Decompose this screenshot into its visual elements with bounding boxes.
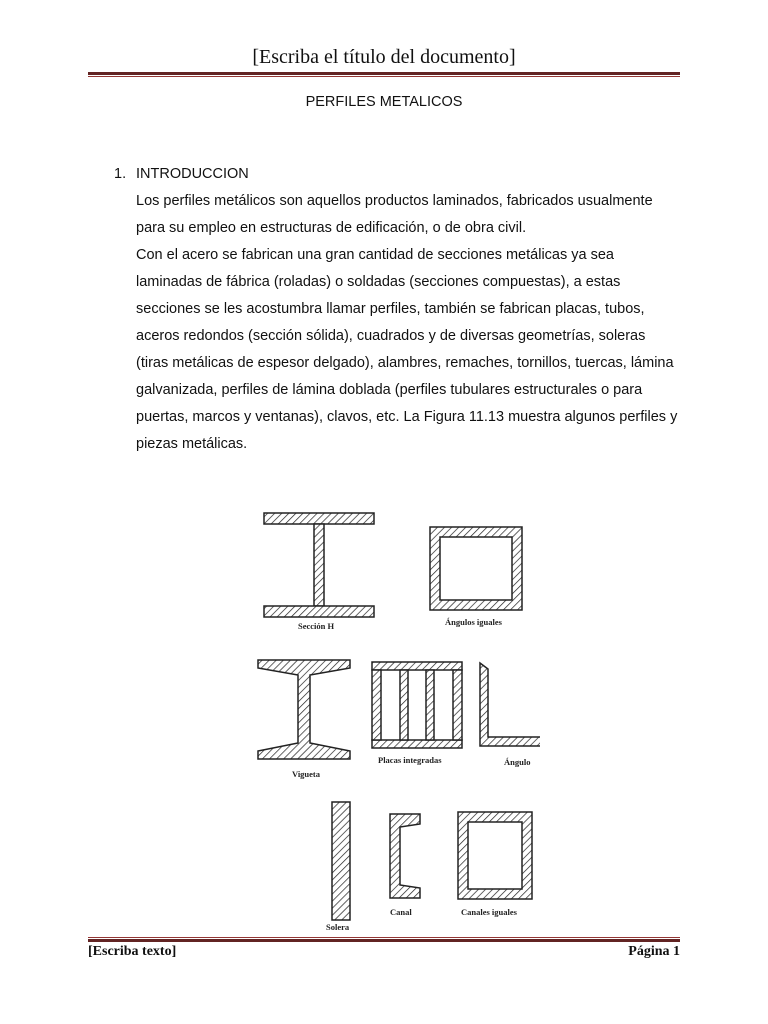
caption-placas-integradas: Placas integradas: [378, 755, 442, 765]
caption-angulo: Ángulo: [504, 757, 531, 767]
seccion-h-shape: [264, 513, 374, 617]
footer-text: [Escriba texto]: [88, 944, 177, 959]
solera-shape: [332, 802, 350, 920]
angulo-shape: [480, 663, 540, 746]
section-number: 1.: [114, 166, 127, 182]
caption-seccion-h: Sección H: [298, 621, 335, 631]
body-text: [136, 188, 680, 458]
caption-vigueta: Vigueta: [292, 769, 321, 779]
canales-iguales-shape: [458, 812, 532, 899]
paragraph-2: Con el acero se fabrican una gran cantidad de secciones metálicas ya sea laminadas de fábrica (roladas) o soldadas (secciones compuestas), a estas secciones se les acostumbra llamar perfiles, también se fabrican placas, tubos, aceros redondos (sección sólida), cuadrados y de diversas geometrías, soleras (tiras metálicas de espesor delgado), alambres, remaches, tornillos, tuercas, lámina galvanizada, perfiles de lámina doblada (perfiles tubulares estructurales o para puertas, marcos y ventanas), clavos, etc. La Figura 11.13 muestra algunos perfiles y piezas metálicas.: [136, 247, 678, 452]
caption-angulos-iguales: Ángulos iguales: [445, 617, 502, 627]
footer-rule-bottom: [88, 939, 680, 942]
header-rule-top: [88, 72, 680, 75]
caption-solera: Solera: [326, 922, 350, 932]
caption-canal: Canal: [390, 907, 412, 917]
page-number: Página 1: [628, 944, 680, 959]
vigueta-shape: [258, 660, 350, 759]
page-heading: PERFILES METALICOS: [305, 94, 463, 110]
paragraph-1: Los perfiles metálicos son aquellos productos laminados, fabricados usualmente para su empleo en estructuras de edificación, o de obra civil.: [136, 193, 653, 236]
placas-integradas-shape: [372, 662, 462, 748]
canal-shape: [390, 814, 420, 898]
angulos-iguales-shape: [430, 527, 522, 610]
document-title: [Escriba el título del documento]: [252, 46, 516, 68]
metal-profiles-figure: [240, 505, 540, 935]
header-rule-bottom: [88, 76, 680, 77]
section-title: INTRODUCCION: [136, 166, 249, 182]
caption-canales-iguales: Canales iguales: [461, 907, 517, 917]
footer-rule-top: [88, 937, 680, 938]
